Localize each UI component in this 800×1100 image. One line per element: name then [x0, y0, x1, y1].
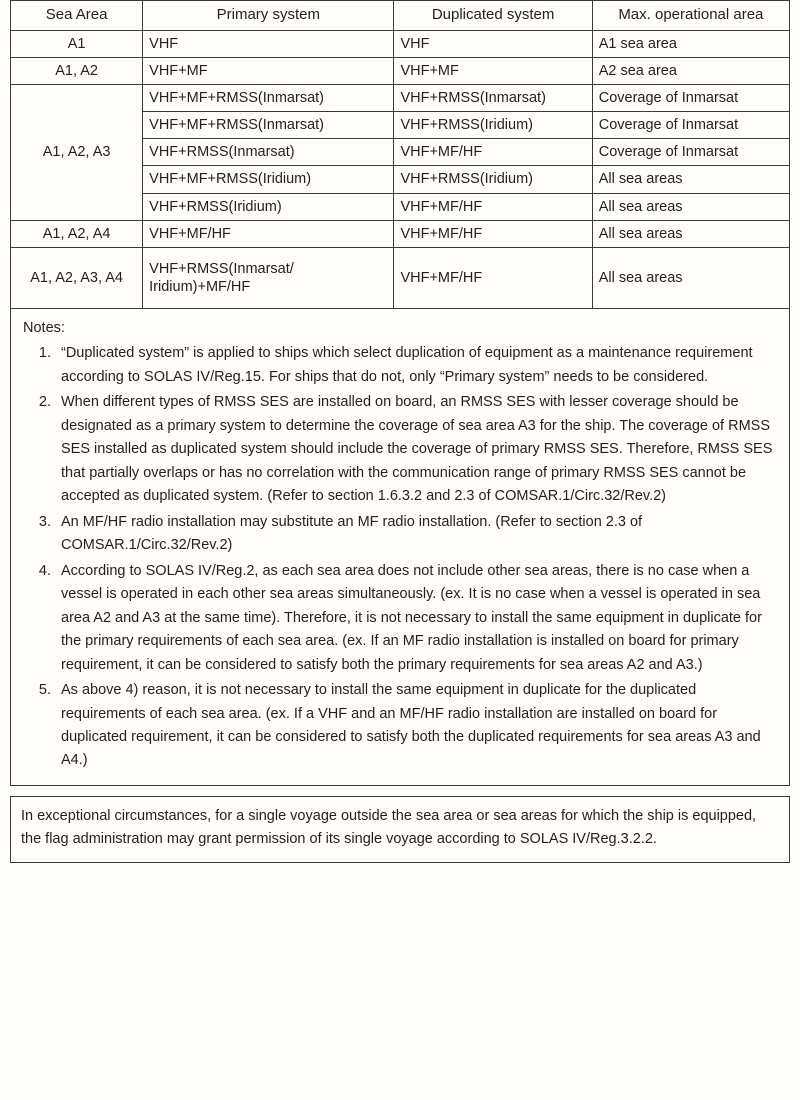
table-row: [11, 247, 790, 308]
list-item: 5. As above 4) reason, it is not necessary to install the same equipment in duplicate for the duplicated requirements of each sea area. (ex. If a VHF and an MF/HF radio installation are installed on board for duplicated requirement, it can be considered to satisfy both the duplicated requirements for sea areas A3 and A4.): [55, 679, 779, 773]
gmdss-sea-area-table: [10, 0, 790, 309]
list-item: 2. When different types of RMSS SES are installed on board, an RMSS SES with lesser coverage should be designated as a primary system to determine the coverage of sea area A3 for the ship. The coverage of RMSS SES installed as duplicated system should include the coverage of primary RMSS SES. Therefore, RMSS SES that partially overlaps or has no correlation with the communication range of primary RMSS SES cannot be accepted as duplicated system. (Refer to section 1.6.3.2 and 2.3 of COMSAR.1/Circ.32/Rev.2): [55, 391, 779, 508]
table-row: [11, 57, 790, 84]
notes-section: [10, 309, 790, 786]
table-row: [11, 30, 790, 57]
notes-list: [21, 342, 779, 773]
table-body: [11, 30, 790, 308]
max-area-cell: Coverage of Inmarsat: [592, 85, 789, 112]
table-row: [11, 85, 790, 112]
table-header: [11, 1, 790, 31]
exceptional-circumstances-box: [10, 796, 790, 863]
notes-title: Notes:: [23, 319, 65, 336]
list-item: 4. According to SOLAS IV/Reg.2, as each sea area does not include other sea areas, there is no case when a vessel is operated in each other sea areas simultaneously. (ex. It is no case when a vessel is operated in sea area A2 and A3 at the same time). Therefore, it is not necessary to install the same equipment in duplicate for the primary requirements of each sea area. (ex. If an MF radio installation is installed on board for primary requirement, it can be considered to satisfy both the primary requirements for sea areas A2 and A3.): [55, 560, 779, 677]
column-header-primary-system: Primary system: [143, 1, 394, 31]
duplicated-system-cell: VHF+RMSS(Inmarsat): [394, 85, 592, 112]
primary-system-cell: VHF+MF/HF: [143, 220, 394, 247]
duplicated-system-cell: VHF+MF/HF: [394, 139, 592, 166]
primary-system-cell: VHF+MF+RMSS(Iridium): [143, 166, 394, 193]
sea-area-cell: A1, A2, A3, A4: [11, 247, 143, 308]
max-area-cell: All sea areas: [592, 220, 789, 247]
primary-system-cell: VHF+RMSS(Inmarsat): [143, 139, 394, 166]
list-item: 3. An MF/HF radio installation may substitute an MF radio installation. (Refer to section 2.3 of COMSAR.1/Circ.32/Rev.2): [55, 511, 779, 558]
duplicated-system-cell: VHF+MF/HF: [394, 193, 592, 220]
primary-system-cell: VHF+MF+RMSS(Inmarsat): [143, 112, 394, 139]
duplicated-system-cell: VHF+MF: [394, 57, 592, 84]
table-row: [11, 220, 790, 247]
max-area-cell: All sea areas: [592, 166, 789, 193]
sea-area-cell: A1, A2, A3: [11, 85, 143, 221]
max-area-cell: Coverage of Inmarsat: [592, 112, 789, 139]
max-area-cell: Coverage of Inmarsat: [592, 139, 789, 166]
primary-system-cell: VHF+MF: [143, 57, 394, 84]
duplicated-system-cell: VHF: [394, 30, 592, 57]
column-header-duplicated-system: Duplicated system: [394, 1, 592, 31]
duplicated-system-cell: VHF+RMSS(Iridium): [394, 166, 592, 193]
primary-system-cell: VHF+RMSS(Iridium): [143, 193, 394, 220]
table-header-row: [11, 1, 790, 31]
list-item: 1. “Duplicated system” is applied to ships which select duplication of equipment as a maintenance requirement according to SOLAS IV/Reg.15. For ships that do not, only “Primary system” needs to be considered.: [55, 342, 779, 389]
sea-area-cell: A1, A2: [11, 57, 143, 84]
duplicated-system-cell: VHF+MF/HF: [394, 220, 592, 247]
duplicated-system-cell: VHF+MF/HF: [394, 247, 592, 308]
sea-area-cell: A1: [11, 30, 143, 57]
primary-system-cell: VHF+RMSS(Inmarsat/ Iridium)+MF/HF: [143, 247, 394, 308]
column-header-max-operational-area: Max. operational area: [592, 1, 789, 31]
exceptional-circumstances-text: In exceptional circumstances, for a single voyage outside the sea area or sea areas for which the ship is equipped, the flag administration may grant permission of its single voyage according to SOLAS IV/Reg.3.2.2.: [21, 807, 757, 848]
primary-system-cell: VHF: [143, 30, 394, 57]
max-area-cell: All sea areas: [592, 247, 789, 308]
max-area-cell: A1 sea area: [592, 30, 789, 57]
column-header-sea-area: Sea Area: [11, 1, 143, 31]
max-area-cell: A2 sea area: [592, 57, 789, 84]
max-area-cell: All sea areas: [592, 193, 789, 220]
primary-system-cell: VHF+MF+RMSS(Inmarsat): [143, 85, 394, 112]
sea-area-cell: A1, A2, A4: [11, 220, 143, 247]
duplicated-system-cell: VHF+RMSS(Iridium): [394, 112, 592, 139]
